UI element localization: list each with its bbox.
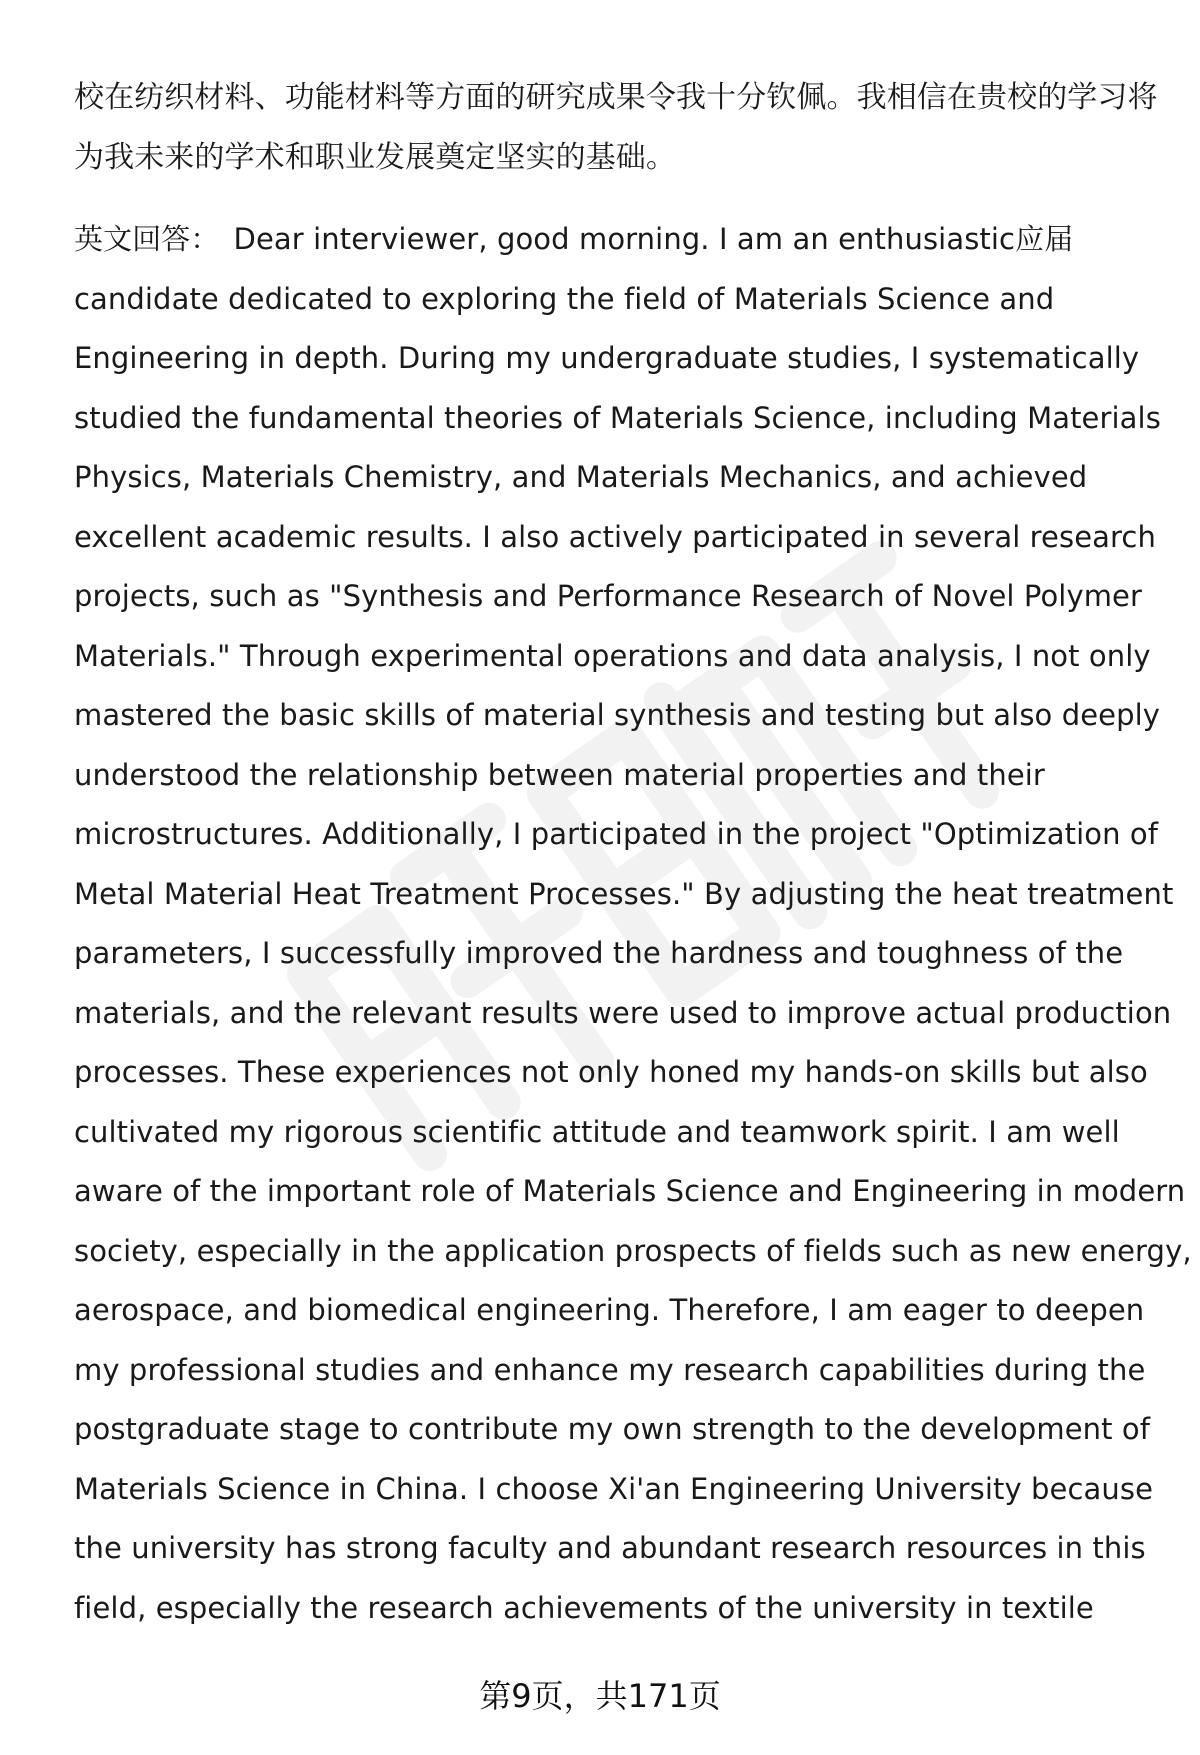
text-line: Engineering in depth. During my undergraduate studies, I systematically bbox=[74, 341, 1140, 375]
text-line-content: Dear interviewer, good morning. I am an enthusiastic应届 bbox=[233, 222, 1074, 256]
chinese-paragraph bbox=[74, 68, 1164, 188]
text-line: Physics, Materials Chemistry, and Materials Mechanics, and achieved bbox=[74, 460, 1088, 494]
text-line: society, especially in the application prospects of fields such as new energy, bbox=[74, 1233, 1192, 1268]
text-line: parameters, I successfully improved the hardness and toughness of the bbox=[74, 936, 1124, 970]
text-line: postgraduate stage to contribute my own strength to the development of bbox=[74, 1412, 1151, 1446]
english-answer-paragraph bbox=[74, 210, 1192, 1638]
text-line: my professional studies and enhance my research capabilities during the bbox=[74, 1352, 1146, 1387]
text-line: cultivated my rigorous scientific attitude and teamwork spirit. I am well bbox=[74, 1114, 1120, 1149]
text-line: aware of the important role of Materials Science and Engineering in modern bbox=[74, 1174, 1186, 1208]
text-line: 为我未来的学术和职业发展奠定坚实的基础。 bbox=[74, 140, 676, 175]
text-line: excellent academic results. I also actively participated in several research bbox=[74, 519, 1156, 554]
text-line: Materials." Through experimental operations and data analysis, I not only bbox=[74, 638, 1151, 673]
text-line: 校在纺织材料、功能材料等方面的研究成果令我十分钦佩。我相信在贵校的学习将 bbox=[74, 80, 1158, 115]
answer-label: 英文回答： bbox=[74, 222, 220, 256]
text-line: materials, and the relevant results were used to improve actual production bbox=[74, 995, 1172, 1030]
document-body bbox=[74, 68, 1192, 1638]
text-line bbox=[74, 210, 1164, 270]
text-line: Materials Science in China. I choose Xi'an Engineering University because bbox=[74, 1471, 1154, 1506]
text-line: the university has strong faculty and abundant research resources in this bbox=[74, 1531, 1146, 1565]
text-line: field, especially the research achievements of the university in textile bbox=[74, 1590, 1094, 1625]
text-line: mastered the basic skills of material synthesis and testing but also deeply bbox=[74, 698, 1161, 732]
text-line: understood the relationship between material properties and their bbox=[74, 757, 1045, 792]
text-line: projects, such as "Synthesis and Performance Research of Novel Polymer bbox=[74, 579, 1143, 613]
text-line: processes. These experiences not only honed my hands-on skills but also bbox=[74, 1055, 1148, 1089]
text-line: candidate dedicated to exploring the field of Materials Science and bbox=[74, 281, 1055, 316]
text-line: microstructures. Additionally, I participated in the project "Optimization of bbox=[74, 817, 1159, 851]
page-number: 第9页，共171页 bbox=[479, 1677, 721, 1715]
text-line: Metal Material Heat Treatment Processes." By adjusting the heat treatment bbox=[74, 876, 1174, 911]
text-line: studied the fundamental theories of Materials Science, including Materials bbox=[74, 400, 1161, 435]
text-line: aerospace, and biomedical engineering. Therefore, I am eager to deepen bbox=[74, 1293, 1145, 1327]
